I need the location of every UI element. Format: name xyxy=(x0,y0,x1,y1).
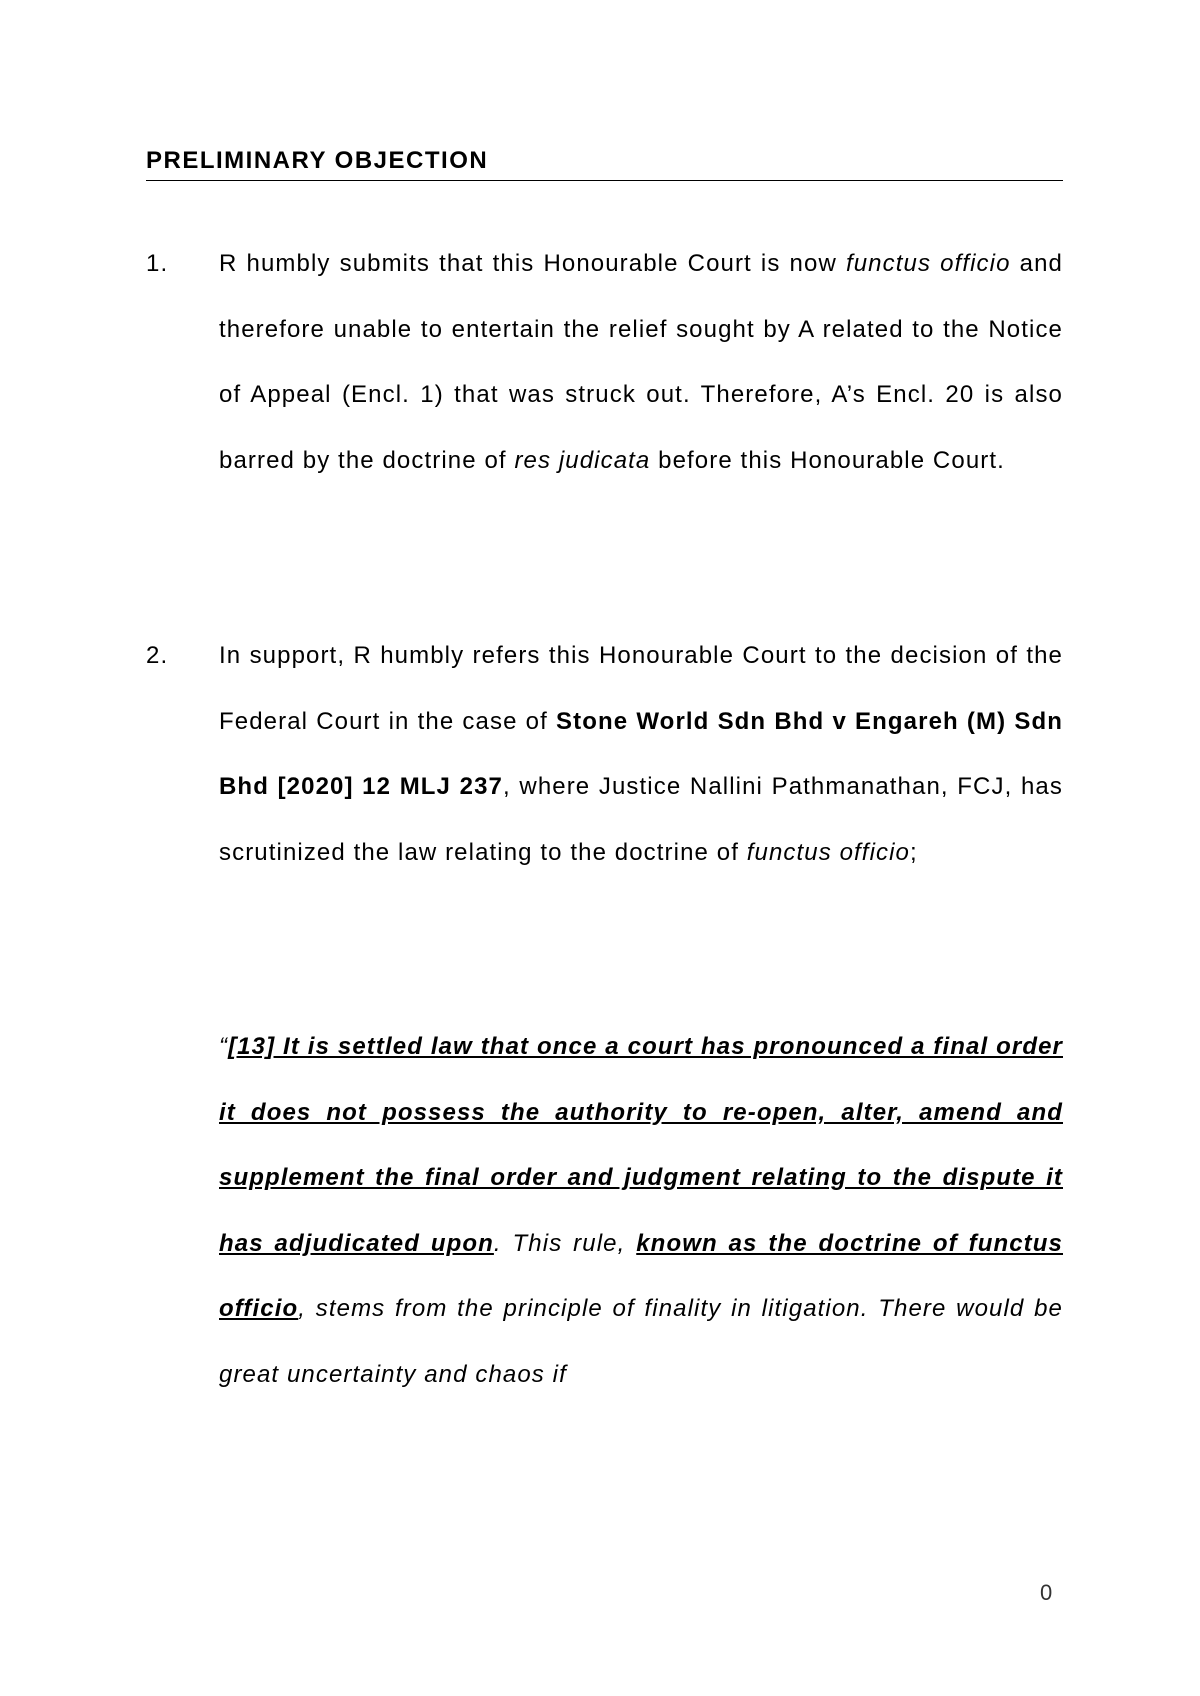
paragraph-text: , where Justice Nallini Pathmanathan, FCJ, has scrutinized the law relating to the doctrine of xyxy=(219,773,1063,866)
paragraph-text: ; xyxy=(909,838,918,866)
paragraph-2 xyxy=(146,623,1063,885)
paragraph-number: 2. xyxy=(146,642,169,669)
quote-text: , stems from the principle of finality in litigation. There would be great uncertainty and chaos if xyxy=(219,1295,1063,1388)
section-heading: PRELIMINARY OBJECTION xyxy=(146,146,1063,181)
case-citation: Stone World Sdn Bhd v Engareh (M) Sdn Bhd [2020] 12 MLJ 237 xyxy=(219,707,1063,800)
quote-text: . This rule, xyxy=(493,1229,637,1257)
paragraph-body xyxy=(219,623,1063,885)
paragraph-text: before this Honourable Court. xyxy=(650,446,1005,474)
quote-mark: “ xyxy=(219,1033,229,1060)
page-number: 0 xyxy=(1040,1580,1053,1605)
latin-term: functus officio xyxy=(746,838,910,866)
paragraph-text: R humbly submits that this Honourable Court is now xyxy=(219,250,846,277)
paragraph-text: and therefore unable to entertain the relief sought by A related to the Notice of Appeal (Encl. 1) that was struck out. Therefore, A’s Encl. 20 is also barred by the doctrine of xyxy=(219,250,1063,474)
paragraph-1 xyxy=(146,231,1063,493)
latin-term: functus officio xyxy=(845,250,1011,277)
quote-emphasis: known as the doctrine of functus officio xyxy=(219,1229,1063,1322)
paragraph-text: In support, R humbly refers this Honourable Court to the decision of the Federal Court in the case of xyxy=(219,642,1063,735)
quoted-judgment xyxy=(219,1014,1063,1407)
paragraph-number: 1. xyxy=(146,250,169,277)
paragraph-body xyxy=(219,231,1063,493)
latin-term: res judicata xyxy=(514,446,651,474)
quote-emphasis: [13] It is settled law that once a court has pronounced a final order it does not possess the authority to re-open, alter, amend and supplement the final order and judgment relating to the dispute it has adjudicated upon xyxy=(219,1033,1063,1257)
